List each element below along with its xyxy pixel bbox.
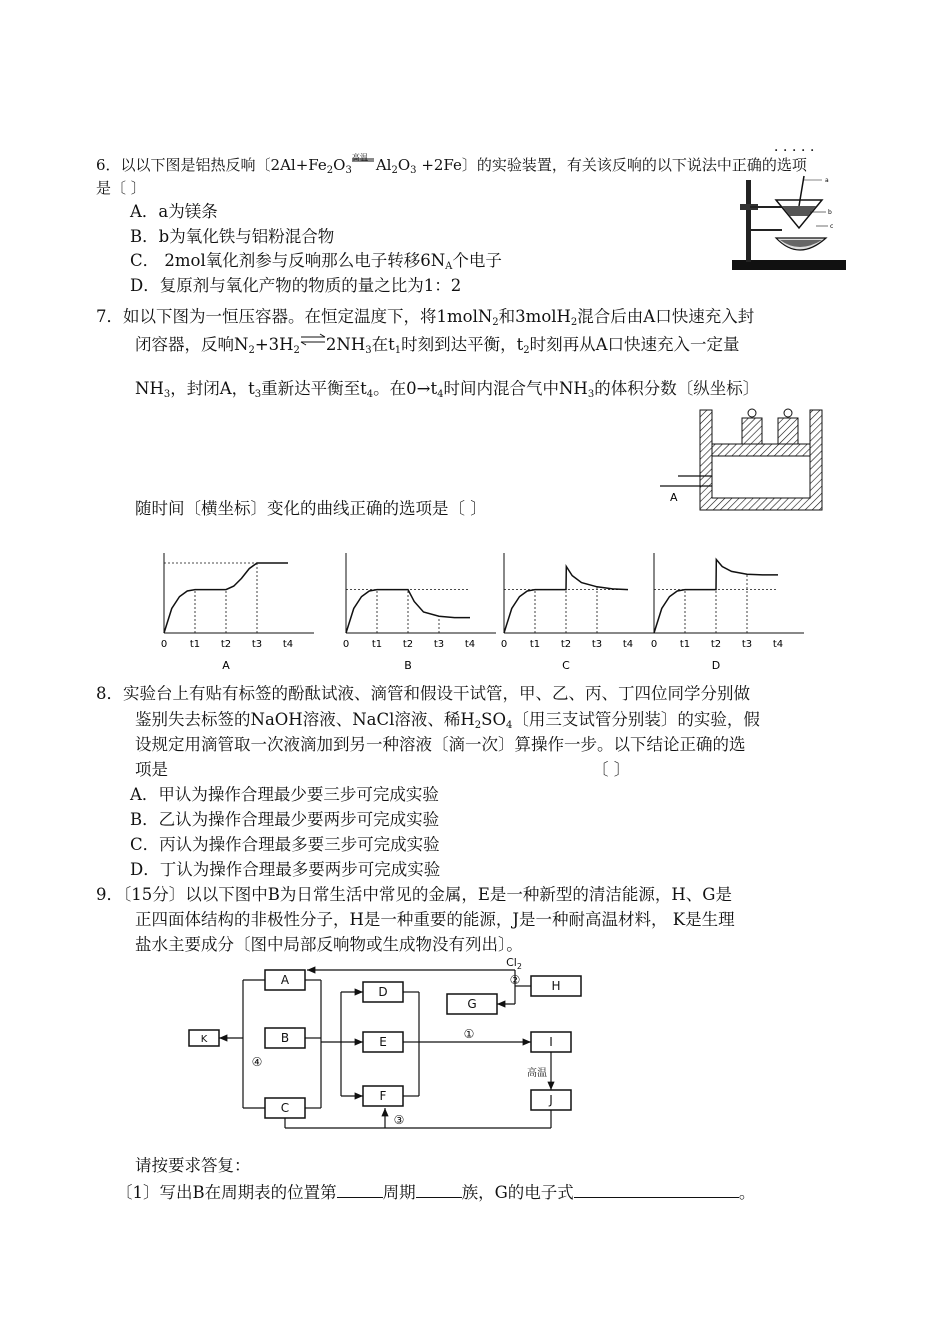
answer-blank-period[interactable]: [337, 1181, 383, 1198]
label-b: B: [280, 1031, 290, 1045]
q6-option-d: D．复原剂与氧化产物的物质的量之比为1：2: [130, 276, 462, 295]
label-j: J: [549, 1093, 553, 1107]
q6-o3: O: [333, 156, 346, 174]
q7-l1c: 混合后由A口快速充入封: [577, 307, 755, 326]
q8-sub: 4: [505, 720, 513, 731]
label-step-3: ③: [393, 1113, 405, 1127]
q6-condition: 高温: [351, 153, 368, 162]
q9-line-1: [96, 884, 732, 906]
q7-number: 7．: [96, 307, 123, 326]
q9-p1c: 族，G的电子式: [461, 1183, 574, 1202]
q8-line-4: 项是: [135, 760, 168, 779]
chart-D-tick-label: t3: [741, 639, 753, 650]
label-high-temp: 高温: [527, 1068, 547, 1079]
label-f: F: [379, 1089, 387, 1103]
chart-A-tick-label: 0: [160, 639, 168, 650]
q6-sub-o3b: 3: [410, 165, 417, 176]
q9-line-3: 盐水主要成分〔图中局部反响物或生成物没有列出〕。: [135, 935, 523, 954]
chart-C-tick-label: 0: [500, 639, 508, 650]
thermite-apparatus-figure: [730, 170, 848, 275]
chart-B-tick-label: t3: [433, 639, 445, 650]
q6-continuation: 是〔 〕: [96, 179, 146, 197]
q7-l1b: 和3molH: [498, 307, 571, 326]
chart-D-title: D: [711, 659, 721, 672]
label-cl2: $Cl_2$: [506, 956, 522, 971]
stand-rod: [746, 180, 751, 262]
fig-label-b: b: [828, 209, 832, 216]
chart-D-tick-label: t1: [679, 639, 691, 650]
chart-C-tick-label: t4: [622, 639, 634, 650]
q7-sub: 1: [394, 345, 402, 356]
label-c: C: [280, 1101, 290, 1115]
label-step-1: ①: [463, 1027, 475, 1041]
q7-l2b: +3H: [254, 335, 294, 354]
q8-number: 8．: [96, 684, 123, 703]
q8-answer-paren: 〔 〕: [592, 760, 631, 779]
q7-line-3: [135, 378, 759, 400]
fig-label-c: c: [830, 223, 834, 230]
label-e: E: [379, 1035, 387, 1049]
label-k: K: [200, 1034, 208, 1045]
label-d: D: [378, 985, 388, 999]
q8-line-1: [96, 683, 750, 705]
q8-l1: 实验台上有贴有标签的酚酞试液、滴管和假设干试管，甲、乙、丙、丁四位同学分别做: [123, 684, 750, 703]
q9-part-1: [116, 1181, 755, 1204]
reaction-flow-diagram: [185, 958, 605, 1138]
q6-option-c-sub: A: [445, 261, 453, 272]
q8-line-2: [135, 709, 760, 731]
q8-sub: 2: [474, 720, 482, 731]
chart-D-tick-label: 0: [650, 639, 658, 650]
q7-l3f: 的体积分数〔纵坐标〕: [594, 379, 760, 398]
q7-sub: 4: [366, 389, 374, 400]
q6-equals-line: [352, 158, 376, 162]
q8-line-3: 设规定用滴管取一次液滴加到另一种溶液〔滴一次〕算操作一步。以下结论正确的选: [135, 735, 746, 754]
chart-D-tick-label: t2: [710, 639, 722, 650]
q7-line-1: [96, 306, 754, 328]
q9-reply-prompt: 请按要求答复：: [135, 1156, 251, 1175]
chart-B-title: B: [404, 659, 412, 672]
q6-option-c-post: 个电子: [452, 251, 502, 270]
q6-emphasis-dots: ．．．．．: [774, 139, 826, 155]
chart-C-tick-label: t2: [560, 639, 572, 650]
q7-sub: 3: [163, 389, 171, 400]
q9-p1d: 。: [738, 1183, 756, 1202]
weight-2: [778, 418, 798, 444]
chart-B-tick-label: t1: [371, 639, 383, 650]
q7-l3b: ，封闭A，t: [170, 379, 255, 398]
answer-blank-electron-formula[interactable]: [574, 1181, 739, 1198]
q7-l1a: 如以下图为一恒压容器。在恒定温度下，将1molN: [123, 307, 493, 326]
chart-A-tick-label: t2: [220, 639, 232, 650]
chart-C-tick-label: t3: [591, 639, 603, 650]
q6-option-b: B．b为氧化铁与铝粉混合物: [130, 227, 335, 246]
q7-line-4: 随时间〔横坐标〕变化的曲线正确的选项是〔 〕: [135, 499, 487, 518]
q6-sub-3: 3: [345, 165, 352, 176]
q7-l2f: 时刻再从A口快速充入一定量: [529, 335, 740, 354]
label-h: H: [551, 979, 561, 993]
q8-option-b: B．乙认为操作合理最少要两步可完成实验: [130, 810, 440, 829]
constant-pressure-container-figure: [660, 400, 835, 512]
q6-text: 以以下图是铝热反响〔2Al+Fe: [120, 156, 327, 174]
q7-sub: 2: [248, 345, 255, 356]
q6-sub-2: 2: [326, 165, 334, 176]
q6-number: 6．: [96, 156, 121, 174]
piston: [712, 444, 810, 456]
q9-p1b: 周期: [382, 1183, 416, 1202]
chart-A-tick-label: t3: [251, 639, 263, 650]
chart-A-tick-label: t4: [282, 639, 294, 650]
answer-blank-group[interactable]: [416, 1181, 462, 1198]
q6-option-c-text: C． 2mol氧化剂参与反响那么电子转移6N: [130, 251, 446, 270]
nh3-volume-fraction-charts: [140, 545, 840, 675]
q6-tail: +2Fe〕的实验装置，有关该反响的以下说法中正确的选项: [421, 156, 807, 174]
equilibrium-arrow-icon: [300, 334, 326, 346]
chart-B-tick-label: t4: [464, 639, 476, 650]
q8-option-a: A．甲认为操作合理最少要三步可完成实验: [130, 785, 439, 804]
q6-option-c: [130, 250, 502, 272]
chart-B-tick-label: t2: [402, 639, 414, 650]
q7-sub: 2: [293, 345, 300, 356]
q7-l2e: 时刻到达平衡，t: [401, 335, 524, 354]
q7-l2a: 闭容器，反响N: [135, 335, 249, 354]
q7-line-2: [135, 334, 740, 356]
label-step-4: ④: [251, 1055, 263, 1069]
q9-number: 9．: [96, 885, 123, 904]
q9-p1a: 〔1〕写出B在周期表的位置第: [116, 1183, 337, 1202]
label-a: A: [280, 973, 290, 987]
chart-C-tick-label: t1: [529, 639, 541, 650]
label-step-2: ②: [509, 973, 521, 987]
q6-o3b: O: [397, 156, 411, 174]
q7-l3d: 。在0→t: [373, 379, 438, 398]
chart-D-tick-label: t4: [772, 639, 784, 650]
q7-sub: 2: [570, 317, 578, 328]
q7-sub: 3: [365, 345, 372, 356]
q6-stem: [96, 154, 807, 176]
q8-l2c: 〔用三支试管分别装〕的实验，假: [512, 710, 760, 729]
chart-C-title: C: [562, 659, 570, 672]
q7-sub: 2: [492, 317, 499, 328]
chart-A-tick-label: t1: [189, 639, 201, 650]
label-g: G: [467, 997, 477, 1011]
fig-label-a: a: [825, 177, 829, 184]
q8-option-d: D．丁认为操作合理最多要两步可完成实验: [130, 860, 441, 879]
q7-l2d: 在t: [371, 335, 395, 354]
chart-B-tick-label: 0: [342, 639, 350, 650]
q7-l3e: 时间内混合气中NH: [443, 379, 588, 398]
q6-sub-al2: 2: [391, 165, 398, 176]
q7-sub: 3: [587, 389, 595, 400]
q9-line-2: 正四面体结构的非极性分子，H是一种重要的能源，J是一种耐高温材料， K是生理: [135, 910, 735, 929]
q8-l2b: SO: [481, 710, 506, 729]
q7-l2c: 2NH: [325, 335, 366, 354]
q7-l3a: NH: [135, 379, 164, 398]
chart-A-curve: [164, 563, 288, 633]
q7-sub: 4: [437, 389, 444, 400]
q6-condition-arrow: [352, 154, 376, 176]
q8-option-c: C．丙认为操作合理最多要三步可完成实验: [130, 835, 440, 854]
q7-sub: 3: [254, 389, 262, 400]
inlet-label-a: A: [670, 491, 678, 504]
q6-al: Al: [375, 156, 392, 174]
label-i: I: [549, 1035, 553, 1049]
q6-option-a: A．a为镁条: [130, 202, 218, 221]
weight-1: [742, 418, 762, 444]
chart-A-title: A: [222, 659, 230, 672]
q7-l3c: 重新达平衡至t: [261, 379, 367, 398]
q7-sub: 2: [523, 345, 530, 356]
q8-l2a: 鉴别失去标签的NaOH溶液、NaCl溶液、稀H: [135, 710, 475, 729]
q9-l1: 〔15分〕以以下图中B为日常生活中常见的金属，E是一种新型的清洁能源，H、G是: [123, 885, 732, 904]
